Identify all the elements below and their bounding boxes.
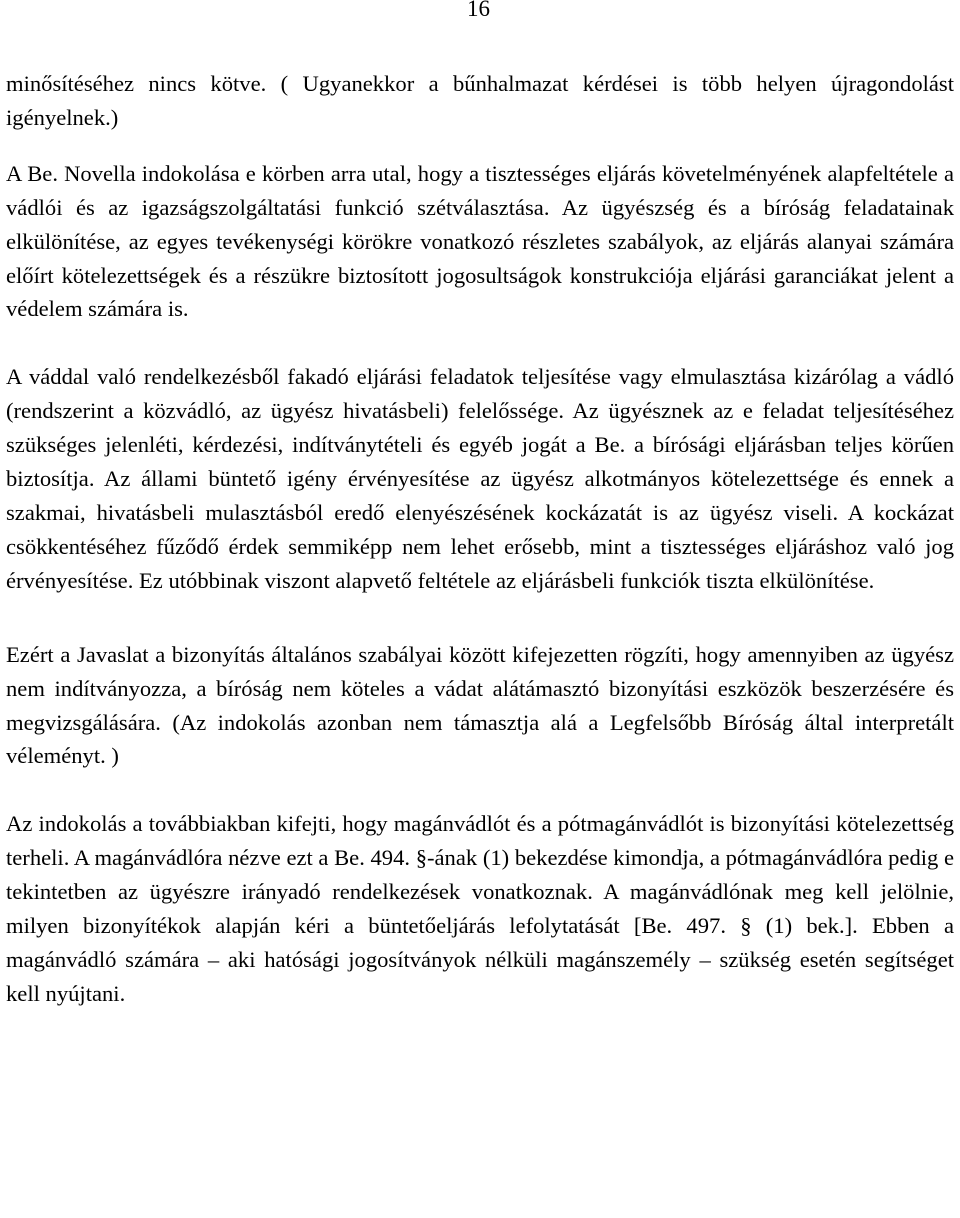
document-body [6, 67, 954, 1011]
paragraph-5: Az indokolás a továbbiakban kifejti, hogy magánvádlót és a pótmagánvádlót is bizonyítási kötelezettség terheli. A magánvádlóra nézve ezt a Be. 494. §-ának (1) bekezdése kimondja, a pótmagánvádlóra pedig e tekintetben az ügyészre irányadó rendelkezések vonatkoznak. A magánvádlónak meg kell jelölnie, milyen bizonyítékok alapján kéri a büntetőeljárás lefolytatását [Be. 497. § (1) bek.]. Ebben a magánvádló számára – aki hatósági jogosítványok nélküli magánszemély – szükség esetén segítséget kell nyújtani. [6, 811, 954, 1006]
page-number: 16 [467, 0, 490, 21]
paragraph-4: Ezért a Javaslat a bizonyítás általános szabályai között kifejezetten rögzíti, hogy amennyiben az ügyész nem indítványozza, a bíróság nem köteles a vádat alátámasztó bizonyítási eszközök beszerzésére és megvizsgálására. (Az indokolás azonban nem támasztja alá a Legfelsőbb Bíróság által interpretált véleményt. ) [6, 641, 954, 769]
paragraph-2: A Be. Novella indokolása e körben arra utal, hogy a tisztességes eljárás követelményének alapfeltétele a vádlói és az igazságszolgáltatási funkció szétválasztása. Az ügyészség és a bíróság feladatainak elkülönítése, az egyes tevékenységi körökre vonatkozó részletes szabályok, az eljárás alanyai számára előírt kötelezettségek és a részükre biztosított jogosultságok konstrukciója eljárási garanciákat jelent a védelem számára is. [6, 160, 954, 322]
paragraph-1: minősítéséhez nincs kötve. ( Ugyanekkor a bűnhalmazat kérdései is több helyen újragondolást igényelnek.) [6, 71, 954, 130]
paragraph-3: A váddal való rendelkezésből fakadó eljárási feladatok teljesítése vagy elmulasztása kizárólag a vádló (rendszerint a közvádló, az ügyész hivatásbeli) felelőssége. Az ügyésznek az e feladat teljesítéséhez szükséges jelenléti, kérdezési, indítványtételi és egyéb jogát a Be. a bírósági eljárásban teljes körűen biztosítja. Az állami büntető igény érvényesítése az ügyész alkotmányos kötelezettsége és ennek a szakmai, hivatásbeli mulasztásból eredő elenyészésének kockázatát is az ügyész viseli. A kockázat csökkentéséhez fűződő érdek semmiképp nem lehet erősebb, mint a tisztességes eljáráshoz való jog érvényesítése. Ez utóbbinak viszont alapvető feltétele az eljárásbeli funkciók tiszta elkülönítése. [6, 364, 954, 593]
